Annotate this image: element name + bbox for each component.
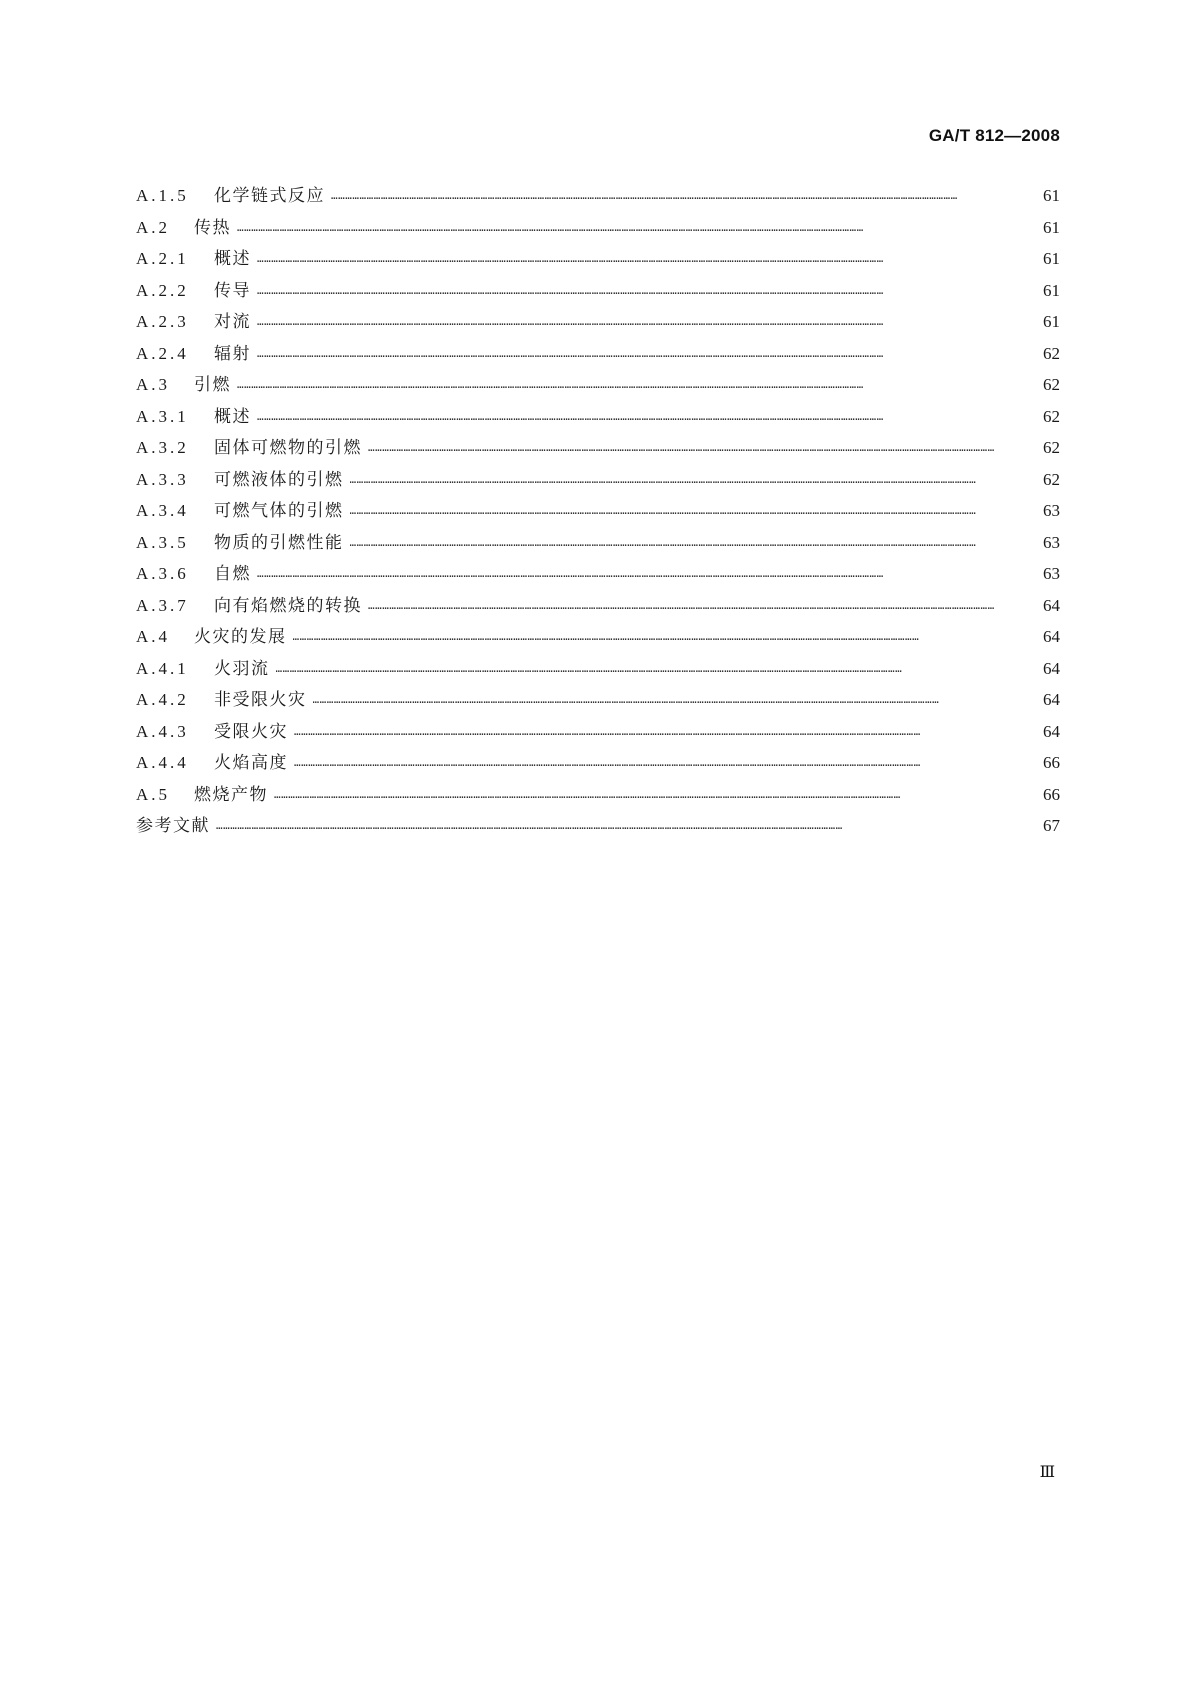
toc-entry-page: 67 <box>1043 816 1060 835</box>
toc-entry-number: A.4.2 <box>136 690 189 709</box>
toc-entry-title: 物质的引燃性能 <box>214 532 344 553</box>
toc-entry-title: 概述 <box>214 249 251 269</box>
toc-dot-leader <box>293 621 1031 653</box>
toc-entry-title: 向有焰燃烧的转换 <box>214 595 362 616</box>
toc-entry-page: 63 <box>1043 501 1060 520</box>
page-number: Ⅲ <box>1039 1464 1055 1481</box>
toc-dot-leader <box>294 747 1030 779</box>
toc-entry-page: 62 <box>1043 469 1060 489</box>
toc-entry-title: 可燃液体的引燃 <box>214 469 344 490</box>
toc-entry-number: A.1.5 <box>136 186 189 205</box>
toc-entry[interactable] <box>136 653 1060 685</box>
table-of-contents <box>136 180 1060 842</box>
toc-entry-title: 参考文献 <box>136 816 210 836</box>
toc-dot-leader <box>216 810 1030 842</box>
toc-entry-page: 63 <box>1043 532 1060 552</box>
toc-entry[interactable] <box>136 401 1060 433</box>
toc-entry-page: 62 <box>1043 438 1060 457</box>
toc-entry-page: 64 <box>1043 721 1060 741</box>
toc-dot-leader <box>237 369 1030 401</box>
toc-entry-number: A.4.4 <box>136 753 189 772</box>
toc-dot-leader <box>276 653 1031 685</box>
toc-entry[interactable] <box>136 558 1060 590</box>
toc-entry[interactable] <box>136 495 1060 527</box>
toc-entry-page: 64 <box>1043 658 1060 678</box>
toc-entry-page: 62 <box>1043 406 1060 426</box>
toc-entry-page: 61 <box>1043 280 1060 300</box>
toc-dot-leader <box>368 590 1030 622</box>
toc-entry-page: 64 <box>1043 595 1060 615</box>
toc-entry-title: 化学链式反应 <box>214 186 325 206</box>
toc-entry-title: 传导 <box>214 280 251 301</box>
toc-entry-title: 概述 <box>214 406 251 427</box>
toc-entry[interactable] <box>136 212 1060 244</box>
toc-dot-leader <box>350 495 1031 527</box>
toc-entry-title: 可燃气体的引燃 <box>214 501 344 521</box>
toc-entry-page: 66 <box>1043 784 1060 804</box>
toc-entry[interactable] <box>136 432 1060 464</box>
toc-entry[interactable] <box>136 716 1060 748</box>
toc-entry-number: A.3 <box>136 375 171 394</box>
toc-entry-number: A.2 <box>136 217 171 237</box>
toc-entry-number: A.4.1 <box>136 658 189 678</box>
toc-entry-number: A.4 <box>136 627 171 646</box>
toc-entry-title: 受限火灾 <box>214 721 288 742</box>
toc-entry-title: 引燃 <box>194 375 231 395</box>
toc-entry-number: A.3.5 <box>136 532 189 552</box>
toc-entry[interactable] <box>136 243 1060 275</box>
toc-entry-number: A.3.3 <box>136 469 189 489</box>
toc-entry[interactable] <box>136 621 1060 653</box>
toc-entry[interactable] <box>136 306 1060 338</box>
toc-entry-page: 61 <box>1043 217 1060 237</box>
standard-code: GA/T 812—2008 <box>928 126 1060 145</box>
toc-entry-number: A.3.4 <box>136 501 189 520</box>
toc-entry[interactable] <box>136 779 1060 811</box>
toc-entry-number: A.2.4 <box>136 343 189 363</box>
toc-entry-page: 63 <box>1043 564 1060 583</box>
toc-entry-title: 非受限火灾 <box>214 690 307 710</box>
toc-entry-number: A.2.2 <box>136 280 189 300</box>
toc-entry-number: A.5 <box>136 784 171 804</box>
toc-entry-page: 64 <box>1043 690 1060 709</box>
toc-entry[interactable] <box>136 275 1060 307</box>
toc-entry[interactable] <box>136 369 1060 401</box>
toc-entry-page: 64 <box>1043 627 1060 646</box>
toc-entry-number: A.3.2 <box>136 438 189 457</box>
toc-entry-page: 61 <box>1043 249 1060 268</box>
toc-entry-page: 61 <box>1043 186 1060 205</box>
toc-dot-leader <box>257 275 1030 307</box>
toc-entry-page: 61 <box>1043 312 1060 331</box>
toc-dot-leader <box>257 306 1030 338</box>
toc-entry-number: A.4.3 <box>136 721 189 741</box>
toc-entry[interactable] <box>136 338 1060 370</box>
toc-entry-title: 对流 <box>214 312 251 332</box>
toc-entry-page: 62 <box>1043 375 1060 394</box>
toc-entry-number: A.3.7 <box>136 595 189 615</box>
toc-dot-leader <box>257 558 1030 590</box>
toc-entry-page: 62 <box>1043 343 1060 363</box>
toc-entry[interactable] <box>136 527 1060 559</box>
toc-entry-title: 传热 <box>194 217 231 238</box>
toc-entry-number: A.3.1 <box>136 406 189 426</box>
toc-entry[interactable] <box>136 180 1060 212</box>
toc-entry[interactable] <box>136 684 1060 716</box>
toc-dot-leader <box>257 401 1030 433</box>
toc-entry-title: 固体可燃物的引燃 <box>214 438 362 458</box>
toc-dot-leader <box>257 338 1030 370</box>
toc-entry-title: 火羽流 <box>214 658 270 679</box>
toc-dot-leader <box>237 212 1030 244</box>
toc-entry-title: 自燃 <box>214 564 251 584</box>
toc-dot-leader <box>368 432 1030 464</box>
toc-dot-leader <box>350 527 1031 559</box>
toc-dot-leader <box>350 464 1031 496</box>
toc-entry[interactable] <box>136 747 1060 779</box>
toc-entry-number: A.2.3 <box>136 312 189 331</box>
toc-dot-leader <box>313 684 1031 716</box>
toc-entry-title: 火焰高度 <box>214 753 288 773</box>
toc-entry-title: 辐射 <box>214 343 251 364</box>
toc-entry-number: A.3.6 <box>136 564 189 583</box>
toc-entry-page: 66 <box>1043 753 1060 772</box>
toc-entry[interactable] <box>136 810 1060 842</box>
toc-entry-number: A.2.1 <box>136 249 189 268</box>
toc-dot-leader <box>274 779 1030 811</box>
toc-entry-title: 火灾的发展 <box>194 627 287 647</box>
toc-entry[interactable] <box>136 464 1060 496</box>
toc-dot-leader <box>331 180 1030 212</box>
toc-dot-leader <box>257 243 1030 275</box>
toc-dot-leader <box>294 716 1030 748</box>
toc-entry[interactable] <box>136 590 1060 622</box>
toc-entry-title: 燃烧产物 <box>194 784 268 805</box>
